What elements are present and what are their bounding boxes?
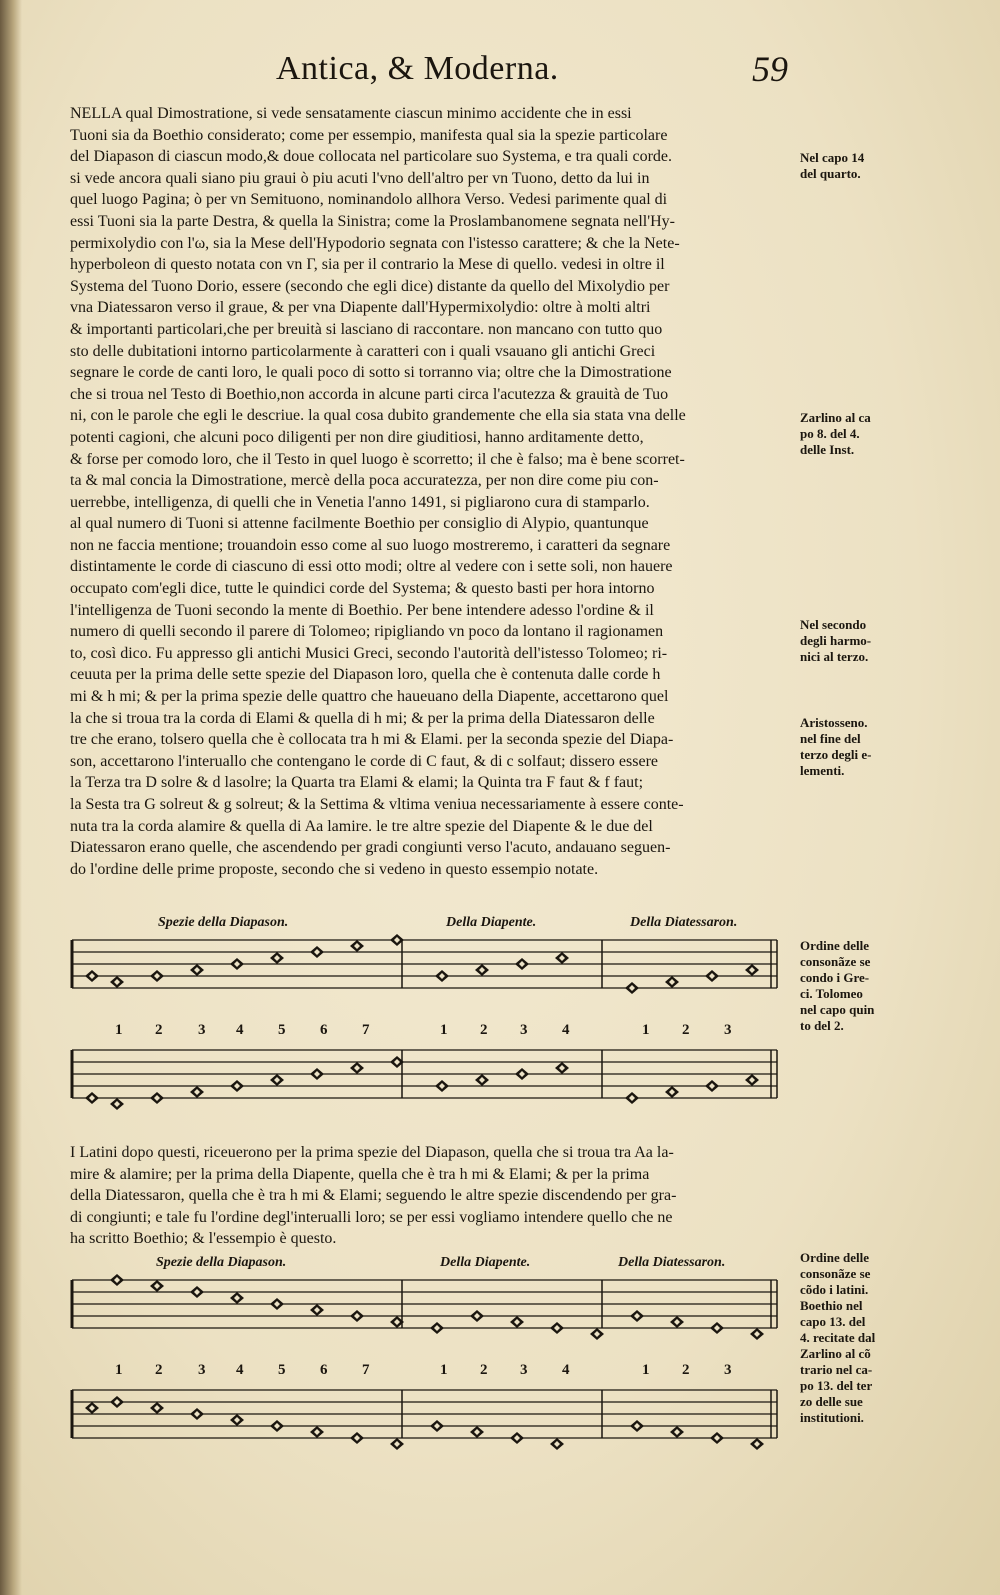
text-line: to, così dico. Fu appresso gli antichi Musici Greci, secondo l'autorità dell'istesso Tolomeo; ri- [70, 644, 668, 662]
species-number: 7 [362, 1362, 370, 1378]
example1-lower-staff [62, 1040, 792, 1132]
side-note-5 [800, 938, 874, 1034]
side-note-line: zo delle sue [800, 1394, 863, 1409]
example2-label-diatessaron: Della Diatessaron. [618, 1255, 726, 1270]
example1-label-diatessaron: Della Diatessaron. [630, 915, 738, 930]
species-number: 1 [642, 1022, 650, 1038]
text-line: Tuoni sia da Boethio considerato; come per essempio, manifesta qual sia la spezie particolare [70, 126, 668, 144]
species-number: 4 [562, 1362, 570, 1378]
text-line: segnare le corde de canti loro, le quali poco di sotto si torranno via; oltre che la Dimostratione [70, 364, 672, 382]
text-line: quel luogo Pagina; ò per vn Semituono, nominandolo allhora Verso. Vedesi parimente qual di [70, 191, 668, 209]
species-number: 6 [320, 1022, 328, 1038]
text-line: & importanti particolari,che per breuità si lasciano di raccontare. non mancano con tutto quo [70, 320, 663, 338]
side-note-line: consonãze se [800, 954, 871, 969]
species-number: 4 [236, 1022, 244, 1038]
side-note-line: po 13. del ter [800, 1378, 873, 1393]
side-note-line: to del 2. [800, 1018, 844, 1033]
side-note-1 [800, 150, 864, 182]
side-note-line: nici al terzo. [800, 649, 869, 664]
running-header: Antica, & Moderna. [276, 50, 559, 87]
species-number: 3 [520, 1362, 528, 1378]
side-note-line: 4. recitate dal [800, 1330, 876, 1345]
text-line: tre che erano, tolsero quella che è collocata tra h mi & Elami. per la seconda spezie del Diapa- [70, 731, 674, 749]
text-line: numero di quelli secondo il parere di Tolomeo; ripigliando vn poco da lontano il ragionamen [70, 623, 664, 641]
side-note-3 [800, 617, 871, 665]
species-number: 2 [480, 1362, 488, 1378]
species-number: 1 [115, 1022, 123, 1038]
text-line: nuta tra la corda alamire & quella di Aa lamire. le tre altre spezie del Diapente & le due del [70, 817, 653, 835]
side-note-line: po 8. del 4. [800, 426, 860, 441]
text-line: son, accettarono l'interuallo che contengano le corde di C faut, & di c solfaut; dissero essere [70, 752, 659, 770]
species-number: 1 [642, 1362, 650, 1378]
species-number: 7 [362, 1022, 370, 1038]
side-note-line: Ordine delle [800, 938, 869, 953]
example1-greek-staff [62, 930, 792, 1022]
text-line: al qual numero di Tuoni si attenne facilmente Boethio per consiglio di Alypio, quantunque [70, 515, 649, 533]
text-line: permixolydio con l'ω, sia la Mese dell'Hypodorio segnata con l'istesso carattere; & che la Nete- [70, 234, 680, 252]
side-note-line: Aristosseno. [800, 715, 868, 730]
text-line: si vede ancora quali siano piu graui ò piu acuti l'vno dell'altro per vn Tuono, detto da lui in [70, 169, 650, 187]
side-note-line: ci. Tolomeo [800, 986, 863, 1001]
main-paragraph [70, 103, 782, 880]
species-number: 3 [724, 1022, 732, 1038]
text-line: la Sesta tra G solreut & g solreut; & la Settima & vltima veniua necessariamente à essere conte- [70, 796, 684, 813]
text-line: Diatessaron erano quelle, che ascendendo per gradi congiunti verso l'acuto, andauano seguen- [70, 839, 671, 857]
species-number: 5 [278, 1022, 286, 1038]
side-note-line: Zarlino al ca [800, 410, 871, 425]
text-line: mi & h mi; & per la prima spezie delle quattro che haueuano della Diapente, accettarono quel [70, 688, 669, 706]
side-note-line: consonãze se [800, 1266, 871, 1281]
text-line: l'intelligenza de Tuoni secondo la mente di Boethio. Per bene intendere adesso l'ordine & il [70, 601, 654, 619]
text-line: mire & alamire; per la prima della Diapente, quella che è tra h mi & Elami; & per la prima [70, 1165, 650, 1183]
side-note-line: nel fine del [800, 731, 861, 746]
species-number: 4 [562, 1022, 570, 1038]
side-note-line: Zarlino al cõ [800, 1346, 871, 1361]
text-line: I Latini dopo questi, riceuerono per la prima spezie del Diapason, quella che si troua tra Aa la- [70, 1144, 674, 1161]
text-line: non ne faccia mentione; trouandoin esso come al suo luogo mostreremo, i caratteri da segnare [70, 536, 671, 554]
species-number: 3 [198, 1022, 206, 1038]
text-line: del Diapason di ciascun modo,& doue collocata nel particolare suo Systema, e tra quali corde. [70, 148, 673, 166]
side-note-line: institutioni. [800, 1410, 864, 1425]
text-line: ceuuta per la prima delle sette spezie del Diapason loro, quella che è contenuta dalle corde h [70, 666, 661, 684]
text-line: essi Tuoni sia la parte Destra, & quella la Sinistra; come la Proslambanomene segnata nell'Hy- [70, 212, 675, 230]
species-number: 2 [682, 1362, 690, 1378]
example2-label-diapente: Della Diapente. [440, 1255, 531, 1270]
species-number: 2 [480, 1022, 488, 1038]
binding-gutter [0, 0, 22, 1595]
page-number: 59 [752, 49, 788, 89]
side-note-line: trario nel ca- [800, 1362, 873, 1377]
text-line: sto delle dubitationi intorno particolarmente à caratteri con i quali vsauano gli antichi Greci [70, 342, 656, 360]
side-note-line: Boethio nel [800, 1298, 863, 1313]
side-note-2 [800, 410, 871, 458]
side-note-line: Nel secondo [800, 617, 867, 632]
species-number: 1 [440, 1022, 448, 1038]
side-note-line: del quarto. [800, 166, 861, 181]
example2-label-diapason: Spezie della Diapason. [156, 1255, 287, 1270]
side-note-6 [800, 1250, 875, 1426]
text-line: vna Diatessaron verso il graue, & per vna Diapente dall'Hypermixolydio: oltre à molti altri [70, 299, 651, 317]
text-line: la Terza tra D solre & d lasolre; la Quarta tra Elami & elami; la Quinta tra F faut & f faut; [70, 774, 644, 792]
text-line: distintamente le corde di ciascuno di essi otto modi; oltre al vedere con i sette soli, non hauere [70, 558, 673, 576]
example2-lower-staff [62, 1380, 792, 1472]
side-note-line: delle Inst. [800, 442, 855, 457]
second-paragraph [70, 1142, 782, 1250]
text-line: occupato com'egli dice, tutte le quindici corde del Systema; & questo basti per hora intorno [70, 580, 655, 598]
side-note-line: capo 13. del [800, 1314, 866, 1329]
species-number: 2 [682, 1022, 690, 1038]
text-line: do l'ordine delle prime proposte, secondo che si vedeno in questo essempio notate. [70, 860, 599, 878]
side-note-line: cõdo i latini. [800, 1282, 869, 1297]
species-number: 3 [724, 1362, 732, 1378]
species-number: 3 [520, 1022, 528, 1038]
side-note-line: Ordine delle [800, 1250, 869, 1265]
species-number: 2 [155, 1362, 163, 1378]
side-note-line: nel capo quin [800, 1002, 875, 1017]
side-note-line: terzo degli e- [800, 747, 872, 762]
species-number: 1 [440, 1362, 448, 1378]
species-number: 4 [236, 1362, 244, 1378]
text-line: uerrebbe, intelligenza, di quelli che in Venetia l'anno 1491, si pigliarono cura di stamparlo. [70, 493, 650, 511]
text-line: potenti cagioni, che alcuni poco diligenti per non dire giuditiosi, hanno arditamente detto, [70, 428, 644, 446]
side-note-line: lementi. [800, 763, 845, 778]
text-line: la che si troua tra la corda di Elami & quella di h mi; & per la prima della Diatessaron delle [70, 709, 655, 727]
side-note-line: Nel capo 14 [800, 150, 865, 165]
text-line: Systema del Tuono Dorio, essere (secondo che egli dice) distante da quello del Mixolydio per [70, 277, 670, 295]
text-line: ha scritto Boethio; & l'essempio è questo. [70, 1230, 337, 1248]
text-line: NELLA qual Dimostratione, si vede sensatamente ciascun minimo accidente che in essi [70, 105, 632, 122]
example1-label-diapason: Spezie della Diapason. [158, 915, 289, 930]
text-line: ni, con le parole che egli le descriue. la qual cosa dubito grandemente che ella sia stata vna delle [70, 407, 686, 425]
side-note-line: condo i Gre- [800, 970, 870, 985]
example2-latin-staff [62, 1270, 792, 1362]
species-number: 1 [115, 1362, 123, 1378]
side-note-line: degli harmo- [800, 633, 872, 648]
side-note-4 [800, 715, 871, 779]
species-number: 6 [320, 1362, 328, 1378]
example1-label-diapente: Della Diapente. [446, 915, 537, 930]
species-number: 5 [278, 1362, 286, 1378]
species-number: 3 [198, 1362, 206, 1378]
text-line: ta & mal concia la Dimostratione, mercè della poca accuratezza, per non dire come piu con- [70, 472, 659, 490]
text-line: di congiunti; e tale fu l'ordine degl'interualli loro; se per essi vogliamo intendere quello che ne [70, 1208, 673, 1226]
text-line: che si troua nel Testo di Boethio,non accorda in alcune parti circa l'acutezza & grauità de Tuo [70, 385, 669, 403]
text-line: della Diatessaron, quella che è tra h mi & Elami; seguendo le altre spezie discendendo per gra- [70, 1187, 677, 1205]
species-number: 2 [155, 1022, 163, 1038]
text-line: & forse per comodo loro, che il Testo in quel luogo è scorretto; il che è falso; ma è bene scorret- [70, 450, 685, 468]
text-line: hyperboleon di questo notata con vn Γ, sia per il contrario la Mese di quello. vedesi in oltre il [70, 256, 665, 274]
